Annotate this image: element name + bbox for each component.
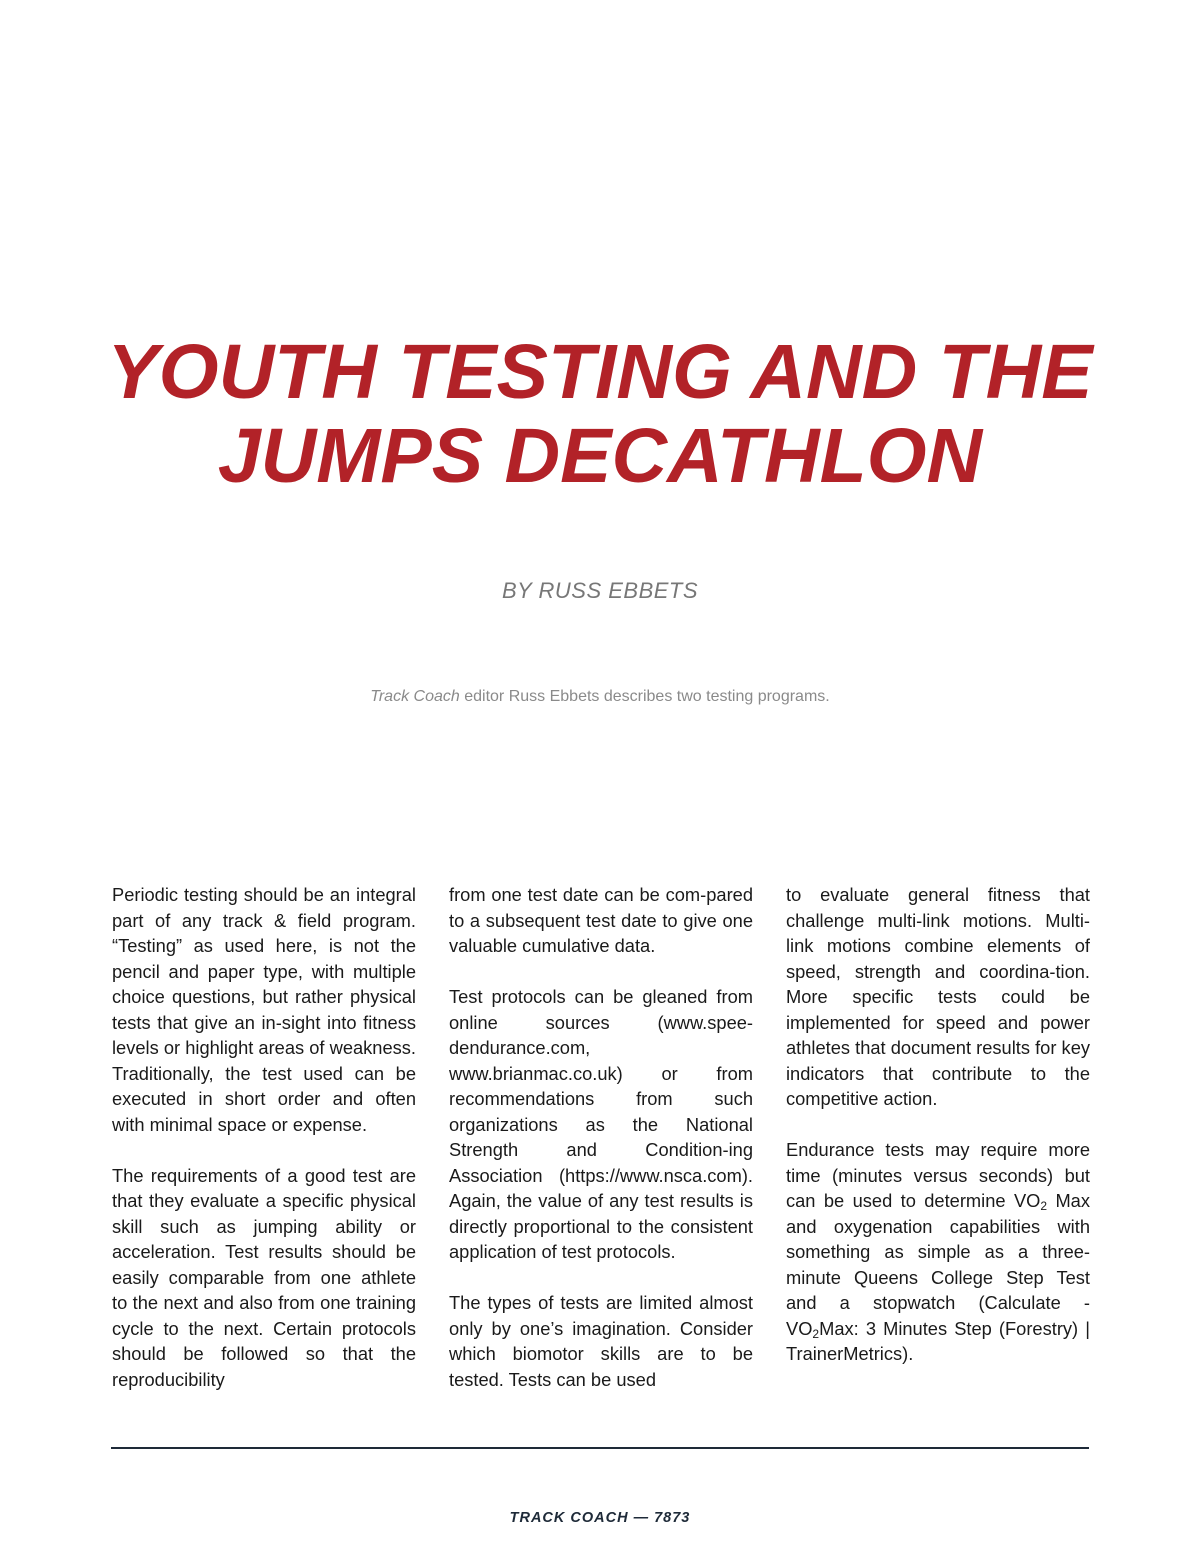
subscript: 2 — [812, 1326, 820, 1341]
column-1 — [112, 882, 416, 1418]
column-3 — [786, 882, 1090, 1392]
article-title-line-2: JUMPS DECATHLON — [217, 413, 983, 499]
dek — [0, 688, 1200, 706]
footer-rule — [111, 1447, 1089, 1449]
dek-publication-name: Track Coach — [370, 688, 460, 705]
paragraph: The types of tests are limited almost only by one’s imagination. Consider which biomotor skills are to be tested. Tests can be used — [449, 1292, 753, 1390]
paragraph: Periodic testing should be an integral part of any track & field program. “Testing” as used here, is not the pencil and paper type, with multiple choice questions, but rather physical tests that give an in-sight into fitness levels or highlight areas of weakness. Traditionally, the test used can be executed in short order and often with minimal space or expense. — [112, 884, 416, 1135]
dek-text: editor Russ Ebbets describes two testing programs. — [459, 688, 830, 705]
text-run: Max: 3 Minutes Step (Forestry) | TrainerMetrics). — [786, 1317, 1090, 1364]
paragraph: to evaluate general fitness that challenge multi-link motions. Multi-link motions combine elements of speed, strength and coordina-tion. More specific tests could be implemented for speed and power athletes that document results for key indicators that contribute to the competitive action. — [786, 884, 1090, 1109]
column-2 — [449, 882, 753, 1418]
paragraph: Test protocols can be gleaned from online sources (www.spee-dendurance.com, www.brianmac.co.uk) or from recommendations from such organizations as the National Strength and Condition-ing Association (https://www.nsca.com). Again, the value of any test results is directly proportional to the consistent application of test protocols. — [449, 986, 753, 1262]
text-run: Max and oxygenation capabilities with something as simple as a three-minute Queens College Step Test and a stopwatch (Calculate - VO — [786, 1190, 1090, 1339]
paragraph — [786, 1137, 1090, 1367]
paragraph: The requirements of a good test are that they evaluate a specific physical skill such as jumping ability or acceleration. Test results should be easily comparable from one athlete to the next and also from one training cycle to the next. Certain protocols should be followed so that the reproducibility — [112, 1164, 416, 1390]
paragraph: from one test date can be com-pared to a subsequent test date to give one valuable cumulative data. — [449, 884, 753, 956]
subscript: 2 — [1040, 1199, 1048, 1213]
byline: BY RUSS EBBETS — [501, 578, 699, 603]
article-title-line-1: YOUTH TESTING AND THE — [107, 329, 1093, 415]
text-run: Endurance tests may require more time (minutes versus seconds) but can be used to determine VO — [786, 1139, 1090, 1211]
page-footer: TRACK COACH — 7873 — [509, 1510, 691, 1526]
